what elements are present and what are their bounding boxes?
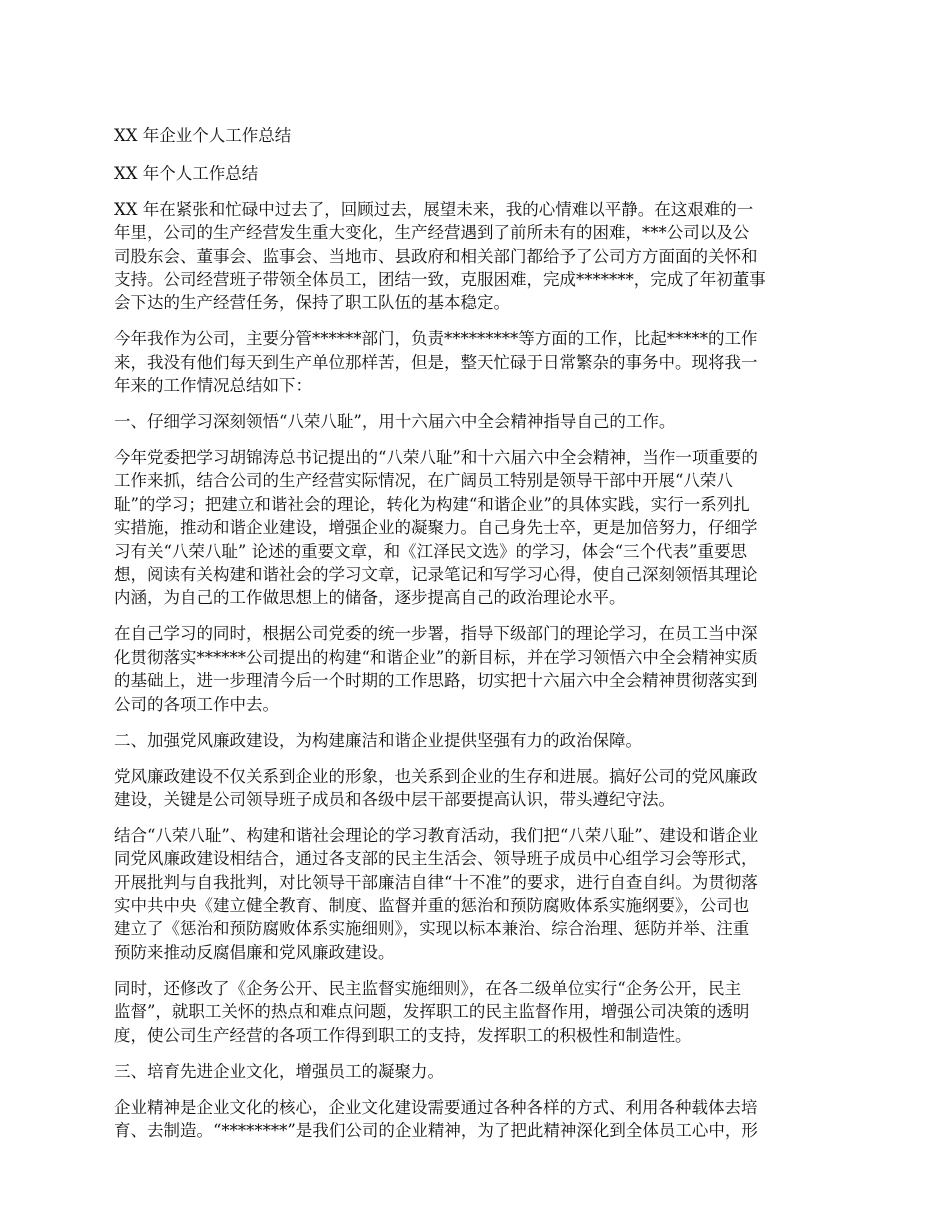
paragraph [114,446,840,610]
text-line: 实措施，推动和谐企业建设，增强企业的凝聚力。自己身先士卒，更是加倍努力，仔细学 [114,518,758,538]
section-heading [114,410,840,433]
document-page [114,124,840,1155]
text-line: 年来的工作情况总结如下： [114,376,312,396]
text-line: 今年党委把学习胡锦涛总书记提出的“八荣八耻”和十六届六中全会精神，当作一项重要的 [114,448,758,468]
text-line: 预防来推动反腐倡廉和党风廉政建设。 [114,942,395,962]
text-line: 度，使公司生产经营的各项工作得到职工的支持，发挥职工的积极性和制造性。 [114,1025,692,1045]
section-heading [114,729,840,752]
document-subtitle [114,162,840,185]
text-line: 企业精神是企业文化的核心，企业文化建设需要通过各种各样的方式、利用各种载体去培 [114,1097,758,1117]
text-line: XX 年企业个人工作总结 [114,126,292,145]
text-line: 内涵，为自己的工作做思想上的储备，逐步提高自己的政治理论水平。 [114,588,626,608]
document-title [114,124,840,147]
text-line: 建立了《惩治和预防腐败体系实施细则》，实现以标本兼治、综合治理、惩防并举、注重 [114,919,750,939]
text-line: 一、仔细学习深刻领悟“八荣八耻”，用十六届六中全会精神指导自己的工作。 [114,412,676,432]
text-line: XX 年个人工作总结 [114,164,259,184]
text-line: 监督”，就职工关怀的热点和难点问题，发挥职工的民主监督作用，增强公司决策的透明 [114,1002,750,1022]
text-line: 党风廉政建设不仅关系到企业的形象，也关系到企业的生存和进展。搞好公司的党风廉政 [114,766,758,786]
text-line: 司股东会、董事会、监事会、当地市、县政府和相关部门都给予了公司方方面面的关怀和 [114,246,758,266]
text-line: 想，阅读有关构建和谐社会的学习文章，记录笔记和写学习心得，使自己深刻领悟其理论 [114,565,758,585]
text-line: 三、培育先进企业文化，增强员工的凝聚力。 [114,1061,444,1081]
section-heading [114,1060,840,1083]
text-line: 支持。公司经营班子带领全体员工，团结一致，克服困难，完成*******，完成了年初董事 [114,269,766,289]
text-line: 结合“八荣八耻”、构建和谐社会理论的学习教育活动，我们把“八荣八耻”、建设和谐企业 [114,825,759,845]
text-line: 习有关“八荣八耻” 论述的重要文章，和《江泽民文选》的学习，体会“三个代表”重要思 [114,541,747,561]
text-line: 会下达的生产经营任务，保持了职工队伍的基本稳定。 [114,293,510,313]
text-line: 来，我没有他们每天到生产单位那样苦，但是，整天忙碌于日常繁杂的事务中。现将我一 [114,352,758,372]
text-line: 工作来抓，结合公司的生产经营实际情况，在广阔员工特别是领导干部中开展“八荣八 [114,471,733,491]
paragraph [114,198,840,315]
text-line: 建设，关键是公司领导班子成员和各级中层干部要提高认识，带头遵纪守法。 [114,789,675,809]
paragraph [114,824,840,964]
text-line: 年里，公司的生产经营发生重大变化，生产经营遇到了前所未有的困难，***公司以及公 [114,223,750,243]
text-line: 今年我作为公司，主要分管******部门，负责*********等方面的工作，比起*****的工作 [114,329,758,349]
text-line: 在自己学习的同时，根据公司党委的统一步署，指导下级部门的理论学习，在员工当中深 [114,624,758,644]
paragraph [114,1096,840,1143]
text-line: 育、去制造。“********”是我们公司的企业精神，为了把此精神深化到全体员工心中，形 [114,1121,758,1140]
text-line: 同党风廉政建设相结合，通过各支部的民主生活会、领导班子成员中心组学习会等形式， [114,849,758,869]
text-line: 耻”的学习；把建立和谐社会的理论，转化为构建“和谐企业”的具体实践，实行一系列扎 [114,494,750,514]
paragraph [114,977,840,1047]
paragraph [114,327,840,397]
text-line: XX 年在紧张和忙碌中过去了，回顾过去，展望未来，我的心情难以平静。在这艰难的一 [114,199,754,219]
text-line: 公司的各项工作中去。 [114,694,279,714]
text-line: 二、加强党风廉政建设，为构建廉洁和谐企业提供坚强有力的政治保障。 [114,730,642,750]
text-line: 实中共中央《建立健全教育、制度、监督并重的惩治和预防腐败体系实施纲要》，公司也 [114,896,750,916]
paragraph [114,622,840,716]
text-line: 的基础上，进一步理清今后一个时期的工作思路，切实把十六届六中全会精神贯彻落实到 [114,671,758,691]
paragraph [114,765,840,812]
text-line: 开展批判与自我批判，对比领导干部廉洁自律“十不准”的要求，进行自查自纠。为贯彻落 [114,872,758,892]
text-line: 化贯彻落实******公司提出的构建“和谐企业”的新目标，并在学习领悟六中全会精神实质 [114,647,758,667]
text-line: 同时，还修改了《企务公开、民主监督实施细则》，在各二级单位实行“企务公开，民主 [114,978,742,998]
